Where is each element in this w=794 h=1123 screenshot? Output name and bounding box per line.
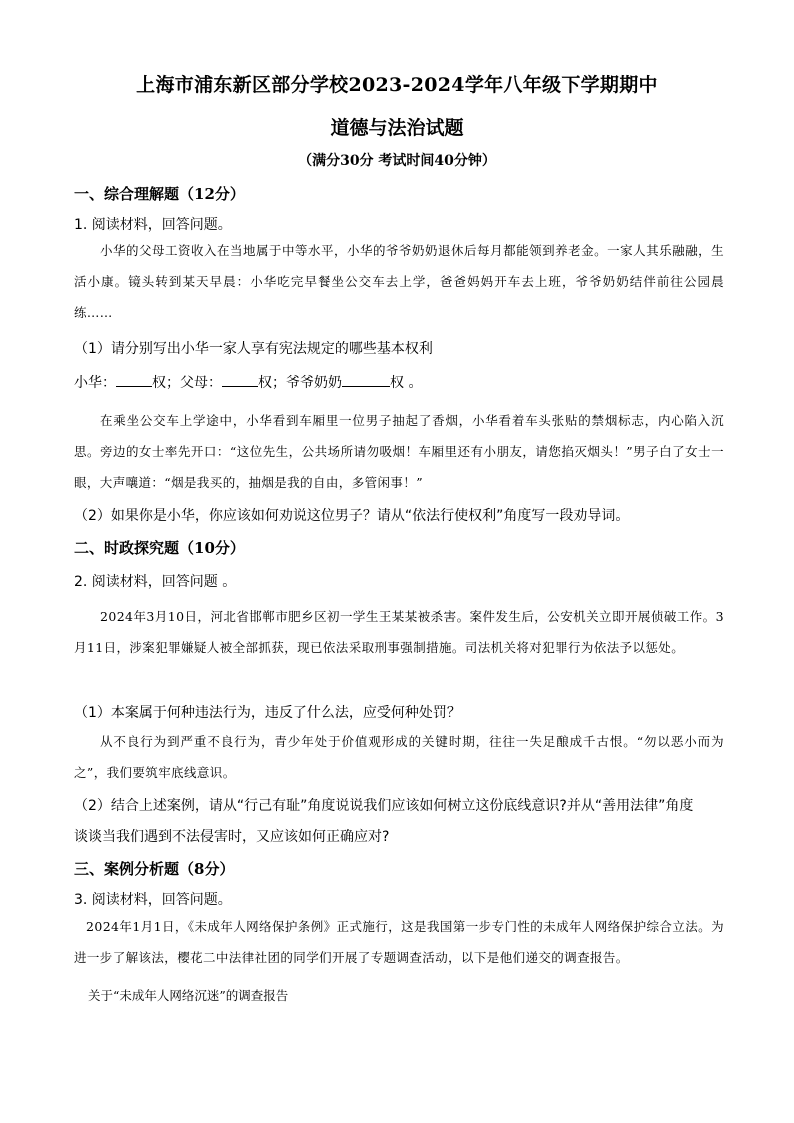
q1-material-2: 在乘坐公交车上学途中，小华看到车厢里一位男子抽起了香烟，小华看着车头张贴的禁烟标志，内心陷入沉思。旁边的女士率先开口：“这位先生，公共场所请勿吸烟！车厢里还有小朋友，请您掐灭烟头！”男子白了女士一眼，大声嚷道：“烟是我买的，抽烟是我的自由，多管闲事！”: [74, 413, 724, 490]
q2-sub2-line2: 谈谈当我们遇到不法侵害时，又应该如何正确应对?: [74, 829, 390, 845]
q2-sub1: （1）本案属于何种违法行为，违反了什么法，应受何种处罚？: [74, 705, 461, 721]
fill-blank-3[interactable]: [342, 372, 390, 387]
section1-heading: 一、综合理解题（12分）: [74, 185, 245, 203]
fill-label-3: 权；爷爷奶奶: [258, 375, 342, 391]
q1-intro: 1. 阅读材料，回答问题。: [74, 217, 232, 233]
section2-heading: 二、时政探究题（10分）: [74, 539, 245, 557]
fill-label-2: 权；父母：: [152, 375, 222, 391]
fill-label-4: 权 。: [390, 375, 423, 391]
q2-sub2-line1: （2）结合上述案例，请从“行己有耻”角度说说我们应该如何树立这份底线意识?并从“善用法律”角度: [74, 798, 694, 814]
q2-intro: 2. 阅读材料，回答问题 。: [74, 574, 237, 590]
q1-material-1: 小华的父母工资收入在当地属于中等水平，小华的爷爷奶奶退休后每月都能领到养老金。一家人其乐融融，生活小康。镜头转到某天早晨：小华吃完早餐坐公交车去上学，爸爸妈妈开车去上班，爷爷奶奶结伴前往公园晨练……: [74, 243, 724, 320]
report-title: 关于“未成年人网络沉迷”的调查报告: [88, 988, 289, 1003]
fill-blank-2[interactable]: [222, 372, 258, 387]
exam-subtitle: 道德与法治试题: [330, 117, 464, 139]
exam-meta: （满分30分 考试时间40分钟）: [298, 153, 496, 169]
q2-material-2: 从不良行为到严重不良行为，青少年处于价值观形成的关键时期，往往一失足酿成千古恨。“勿以恶小而为之”，我们要筑牢底线意识。: [74, 734, 724, 780]
section3-heading: 三、案例分析题（8分）: [74, 860, 235, 878]
q1-sub1: （1）请分别写出小华一家人享有宪法规定的哪些基本权利: [74, 341, 433, 357]
q1-fill-line: [74, 372, 422, 392]
q3-material-1: 2024年1月1日，《未成年人网络保护条例》正式施行，这是我国第一步专门性的未成年人网络保护综合立法。为进一步了解该法，樱花二中法律社团的同学们开展了专题调查活动，以下是他们递交的调查报告。: [74, 919, 724, 965]
fill-label-1: 小华：: [74, 375, 116, 391]
q1-sub2: （2）如果你是小华，你应该如何劝说这位男子？请从“依法行使权利”角度写一段劝导词。: [74, 508, 630, 524]
fill-blank-1[interactable]: [116, 372, 152, 387]
exam-title: 上海市浦东新区部分学校2023-2024学年八年级下学期期中: [136, 74, 658, 96]
q2-material-1: 2024年3月10日，河北省邯郸市肥乡区初一学生王某某被杀害。案件发生后，公安机关立即开展侦破工作。3月11日，涉案犯罪嫌疑人被全部抓获，现已依法采取刑事强制措施。司法机关将对犯罪行为依法予以惩处。: [74, 609, 724, 655]
q3-intro: 3. 阅读材料，回答问题。: [74, 892, 232, 908]
